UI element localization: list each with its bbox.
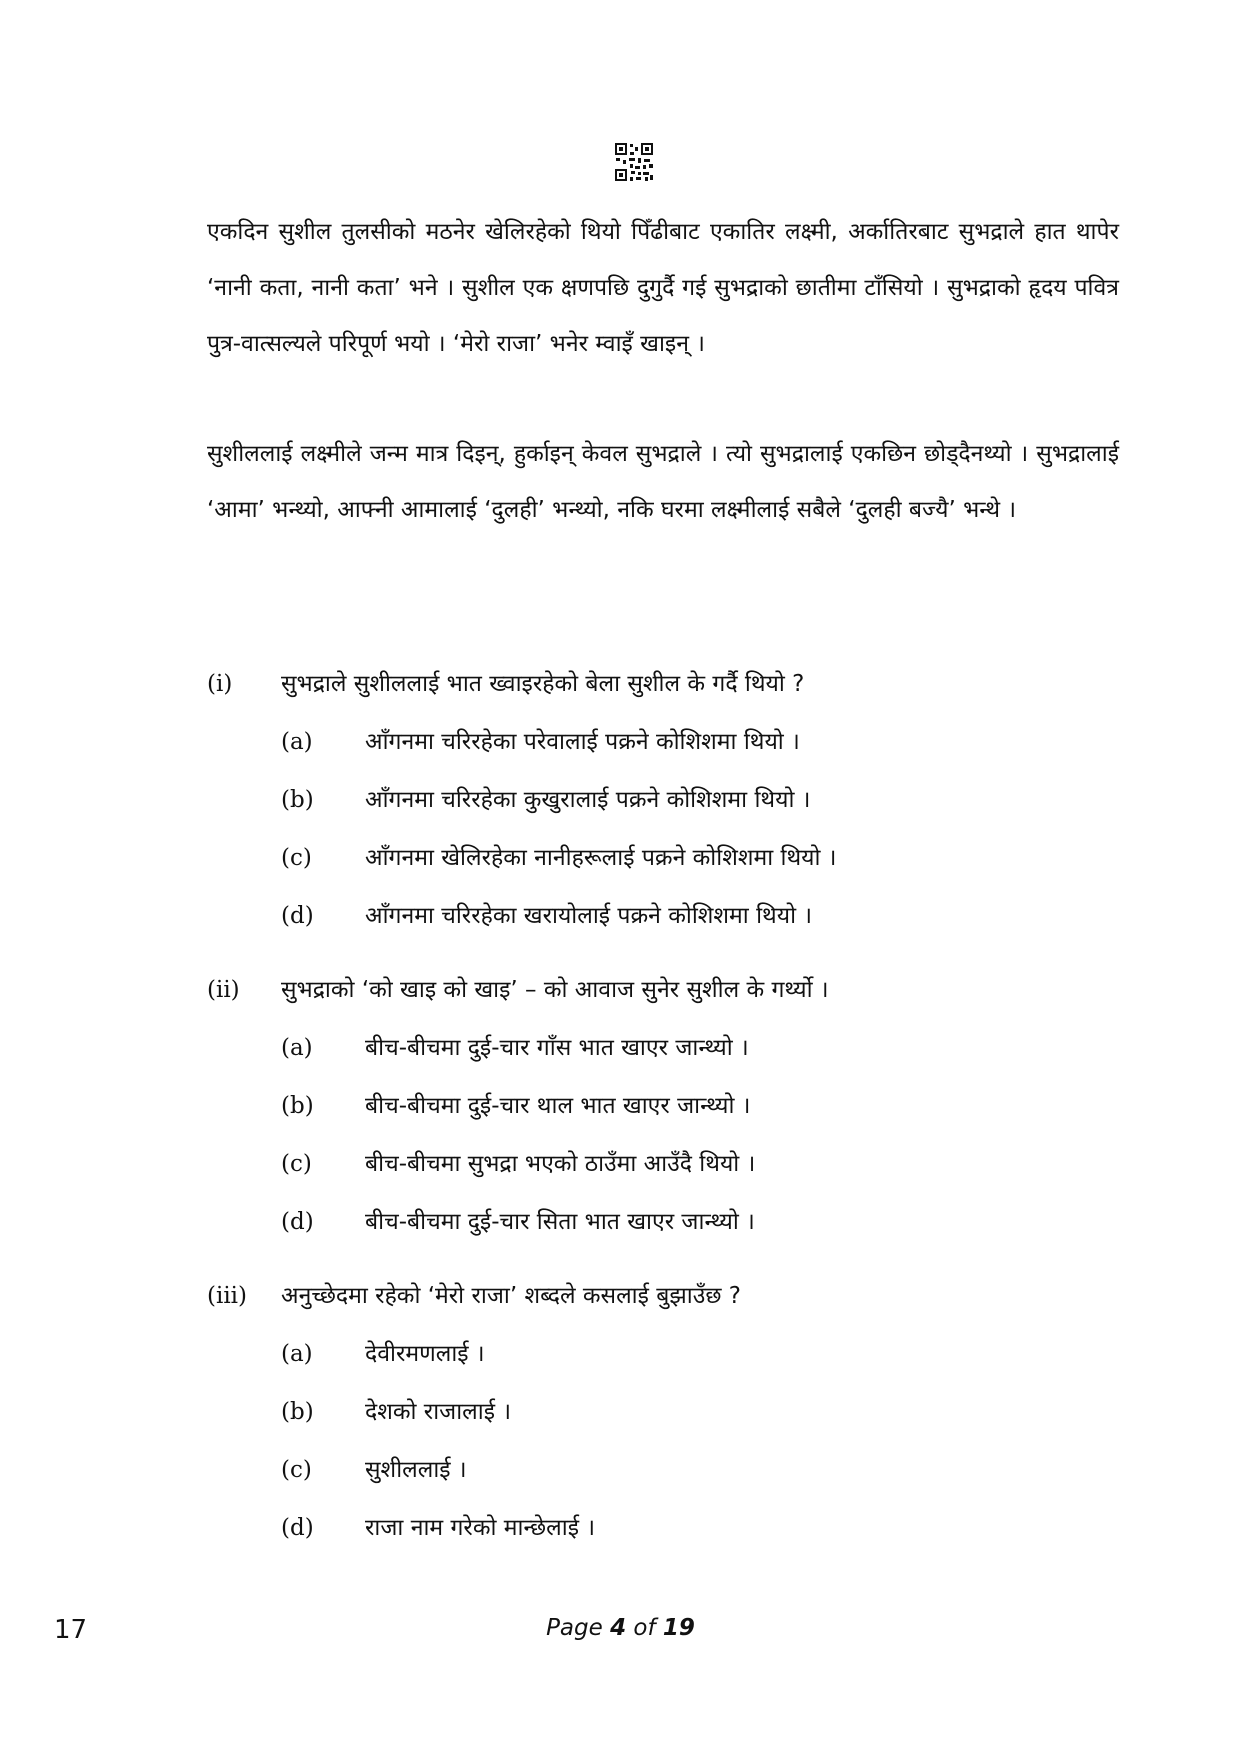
option-text: देवीरमणलाई । — [365, 1341, 485, 1367]
question-1 — [207, 664, 1119, 954]
question-text: सुभद्राले सुशीललाई भात ख्वाइरहेको बेला सुशील के गर्दै थियो ? — [281, 671, 805, 697]
option-text: राजा नाम गरेको मान्छेलाई । — [365, 1515, 596, 1541]
option-c — [207, 1144, 1119, 1202]
option-label: (d) — [281, 903, 314, 929]
option-b — [207, 1392, 1119, 1450]
option-text: आँगनमा खेलिरहेका नानीहरूलाई पक्रने कोशिशमा थियो । — [365, 845, 837, 871]
option-label: (b) — [281, 787, 314, 813]
question-number: (ii) — [207, 977, 240, 1003]
option-b — [207, 1086, 1119, 1144]
option-label: (a) — [281, 729, 313, 755]
option-label: (a) — [281, 1341, 313, 1367]
option-c — [207, 1450, 1119, 1508]
option-text: आँगनमा चरिरहेका खरायोलाई पक्रने कोशिशमा थियो । — [365, 903, 813, 929]
passage-paragraph-2: सुशीललाई लक्ष्मीले जन्म मात्र दिइन्, हुर्काइन् केवल सुभद्राले । त्यो सुभद्रालाई एकछिन छोड्दैनथ्यो । सुभद्रालाई ‘आमा’ भन्थ्यो, आफ्नी आमालाई ‘दुलही’ भन्थ्यो, नकि घरमा लक्ष्मीलाई सबैले ‘दुलही बज्यै’ भन्थे । — [207, 441, 1119, 523]
question-text: अनुच्छेदमा रहेको ‘मेरो राजा’ शब्दले कसलाई बुझाउँछ ? — [281, 1283, 741, 1309]
option-label: (b) — [281, 1399, 314, 1425]
question-number: (iii) — [207, 1283, 248, 1309]
option-text: बीच-बीचमा सुभद्रा भएको ठाउँमा आउँदै थियो । — [365, 1151, 756, 1177]
option-label: (b) — [281, 1093, 314, 1119]
option-b — [207, 780, 1119, 838]
question-text: सुभद्राको ‘को खाइ को खाइ’ – को आवाज सुनेर सुशील के गर्थ्यो । — [281, 977, 829, 1003]
option-text: आँगनमा चरिरहेका परेवालाई पक्रने कोशिशमा थियो । — [365, 729, 800, 755]
option-label: (c) — [281, 845, 312, 871]
passage-paragraph-1: एकदिन सुशील तुलसीको मठनेर खेलिरहेको थियो पिँढीबाट एकातिर लक्ष्मी, अर्कातिरबाट सुभद्राले हात थापेर ‘नानी कता, नानी कता’ भने । सुशील एक क्षणपछि दुगुर्दै गई सुभद्राको छातीमा टाँसियो । सुभद्राको हृदय पवित्र पुत्र-वात्सल्यले परिपूर्ण भयो । ‘मेरो राजा’ भनेर म्वाइँ खाइन् । — [207, 219, 1119, 357]
option-a — [207, 1028, 1119, 1086]
option-d — [207, 896, 1119, 954]
question-number: (i) — [207, 671, 233, 697]
paper-code: 17 — [54, 1615, 88, 1645]
of-word: of — [633, 1615, 656, 1641]
option-text: देशको राजालाई । — [365, 1399, 512, 1425]
option-d — [207, 1508, 1119, 1566]
option-label: (c) — [281, 1151, 312, 1177]
page-total: 19 — [662, 1615, 695, 1641]
question-3 — [207, 1276, 1119, 1566]
option-c — [207, 838, 1119, 896]
option-label: (d) — [281, 1209, 314, 1235]
option-label: (a) — [281, 1035, 313, 1061]
qr-code-icon — [614, 142, 654, 182]
page-indicator — [0, 1615, 1241, 1641]
option-text: बीच-बीचमा दुई-चार सिता भात खाएर जान्थ्यो । — [365, 1209, 755, 1235]
option-text: बीच-बीचमा दुई-चार थाल भात खाएर जान्थ्यो । — [365, 1093, 751, 1119]
option-a — [207, 1334, 1119, 1392]
option-a — [207, 722, 1119, 780]
option-label: (d) — [281, 1515, 314, 1541]
option-text: आँगनमा चरिरहेका कुखुरालाई पक्रने कोशिशमा थियो । — [365, 787, 811, 813]
question-2 — [207, 970, 1119, 1260]
page-word: Page — [546, 1615, 603, 1641]
page-number: 4 — [610, 1615, 627, 1641]
option-d — [207, 1202, 1119, 1260]
option-text: सुशीललाई । — [365, 1457, 467, 1483]
option-text: बीच-बीचमा दुई-चार गाँस भात खाएर जान्थ्यो । — [365, 1035, 749, 1061]
option-label: (c) — [281, 1457, 312, 1483]
